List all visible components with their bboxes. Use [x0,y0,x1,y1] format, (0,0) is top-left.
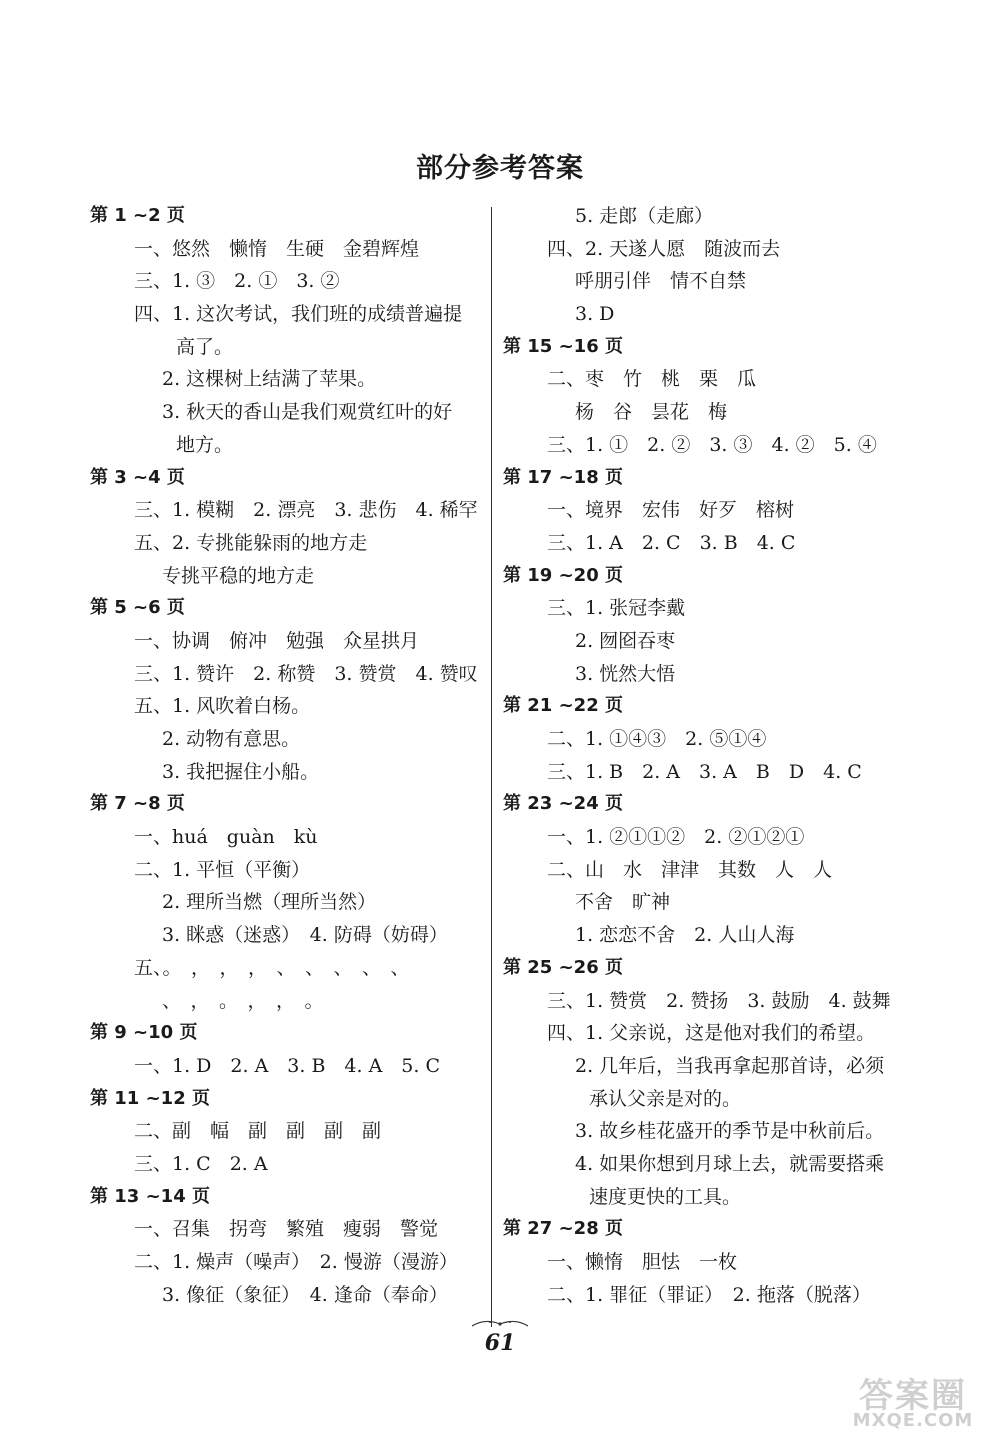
section-heading: 第 23 ~24 页 [503,793,623,815]
answer-line: 四、2. 天遂人愿 随波而去 [547,237,781,260]
answer-line: 一、召集 拐弯 繁殖 瘦弱 警觉 [134,1218,439,1241]
answer-line: 3. D [575,303,615,326]
answer-line: 呼朋引伴 情不自禁 [575,270,747,293]
page-title: 部分参考答案 [416,153,584,184]
answers-right-column [503,200,903,1311]
answer-line: 一、1. ②①①② 2. ②①②① [547,826,805,849]
watermark-logo [828,1368,988,1434]
section-heading: 第 27 ~28 页 [503,1218,623,1240]
answer-line: 3. 故乡桂花盛开的季节是中秋前后。 [575,1120,885,1143]
watermark-text: 答案圈 [859,1376,967,1416]
answer-line: 一、1. D 2. A 3. B 4. A 5. C [134,1054,441,1077]
section-heading: 第 25 ~26 页 [503,956,623,978]
answer-line: 四、1. 父亲说，这是他对我们的希望。 [547,1022,876,1045]
answer-line: 2. 动物有意思。 [162,728,301,750]
section-heading: 第 13 ~14 页 [90,1185,210,1207]
answer-line: 2. 理所当燃（理所当然） [162,891,377,914]
page-number-footer [450,1318,550,1368]
ornament-icon [470,1318,530,1330]
section-heading: 第 1 ~2 页 [90,205,185,226]
answer-line: 三、1. ③ 2. ① 3. ② [134,270,340,293]
answer-line: 3. 恍然大悟 [575,662,676,685]
answer-line: 三、1. 模糊 2. 漂亮 3. 悲伤 4. 稀罕 [134,499,478,522]
section-heading: 第 19 ~20 页 [503,564,623,586]
answer-line: 二、1. 平恒（平衡） [134,858,311,881]
section-heading: 第 15 ~16 页 [503,335,623,357]
answer-line: 3. 像征（象征） 4. 逢命（奉命） [162,1283,448,1306]
answer-line: 二、枣 竹 桃 栗 瓜 [547,368,757,391]
answer-line: 一、协调 俯冲 勉强 众星拱月 [134,629,420,652]
answer-line: 2. 囫囵吞枣 [575,629,676,652]
section-heading: 第 11 ~12 页 [90,1087,210,1109]
answer-line: 一、境界 宏伟 好歹 榕树 [547,499,795,522]
answer-line: 三、1. B 2. A 3. A B D 4. C [547,760,862,783]
answer-line: 二、山 水 津津 其数 人 人 [547,858,833,881]
answer-line: 地方。 [176,433,234,456]
answer-line: 二、1. ①④③ 2. ⑤①④ [547,728,767,750]
answer-line: 高了。 [176,335,234,358]
answer-line: 三、1. ① 2. ② 3. ③ 4. ② 5. ④ [547,433,877,456]
answer-line: 三、1. 张冠李戴 [547,597,686,620]
answer-line: 一、huá guàn kù [134,826,318,849]
page-number: 61 [484,1330,516,1356]
section-heading: 第 3 ~4 页 [90,466,185,488]
answer-line: 三、1. A 2. C 3. B 4. C [547,531,796,554]
answer-line: 二、1. 燥声（噪声） 2. 慢游（漫游） [134,1251,458,1273]
answer-line: 4. 如果你想到月球上去，就需要搭乘 [575,1152,885,1175]
section-heading: 第 7 ~8 页 [90,793,185,815]
section-heading: 第 5 ~6 页 [90,597,185,619]
answer-line: 三、1. 赞许 2. 称赞 3. 赞赏 4. 赞叹 [134,662,478,685]
answer-line: 二、1. 罪征（罪证） 2. 拖落（脱落） [547,1283,871,1306]
answer-line: 3. 我把握住小船。 [162,760,320,783]
answer-line: 一、懒惰 胆怯 一枚 [547,1251,738,1273]
watermark-url: MXQE.COM [852,1410,974,1431]
answer-line: 、 ， 。 ， ， 。 [162,989,324,1012]
section-heading: 第 9 ~10 页 [90,1022,198,1044]
answer-line: 杨 谷 昙花 梅 [575,401,728,424]
answer-line: 四、1. 这次考试，我们班的成绩普遍提 [134,303,463,326]
answer-line: 3. 秋天的香山是我们观赏红叶的好 [162,401,453,424]
answer-line: 三、1. C 2. A [134,1152,268,1175]
answer-line: 五、1. 风吹着白杨。 [134,695,311,718]
answer-line: 一、悠然 懒惰 生硬 金碧辉煌 [134,237,420,260]
answer-line: 2. 这棵树上结满了苹果。 [162,368,377,391]
answer-line: 专挑平稳的地方走 [162,564,315,587]
answer-line: 5. 走郎（走廊） [575,205,714,227]
answer-line: 2. 几年后，当我再拿起那首诗，必须 [575,1054,885,1077]
answer-line: 不舍 旷神 [575,891,671,914]
answer-line: 二、副 幅 副 副 副 副 [134,1120,382,1143]
section-heading: 第 21 ~22 页 [503,695,623,717]
answer-line: 承认父亲是对的。 [589,1087,742,1110]
answer-line: 1. 恋恋不舍 2. 人山人海 [575,924,795,947]
answer-line: 五、2. 专挑能躲雨的地方走 [134,531,368,554]
answer-line: 三、1. 赞赏 2. 赞扬 3. 鼓励 4. 鼓舞 [547,989,891,1012]
section-heading: 第 17 ~18 页 [503,466,623,488]
answer-line: 速度更快的工具。 [589,1185,742,1208]
answer-line: 3. 眯惑（迷惑） 4. 防碍（妨碍） [162,924,448,947]
column-divider [491,207,492,1327]
answer-line: 五、。 ， ， ， 、 、 、 、 、 [134,956,410,979]
answers-left-column [90,200,480,1311]
